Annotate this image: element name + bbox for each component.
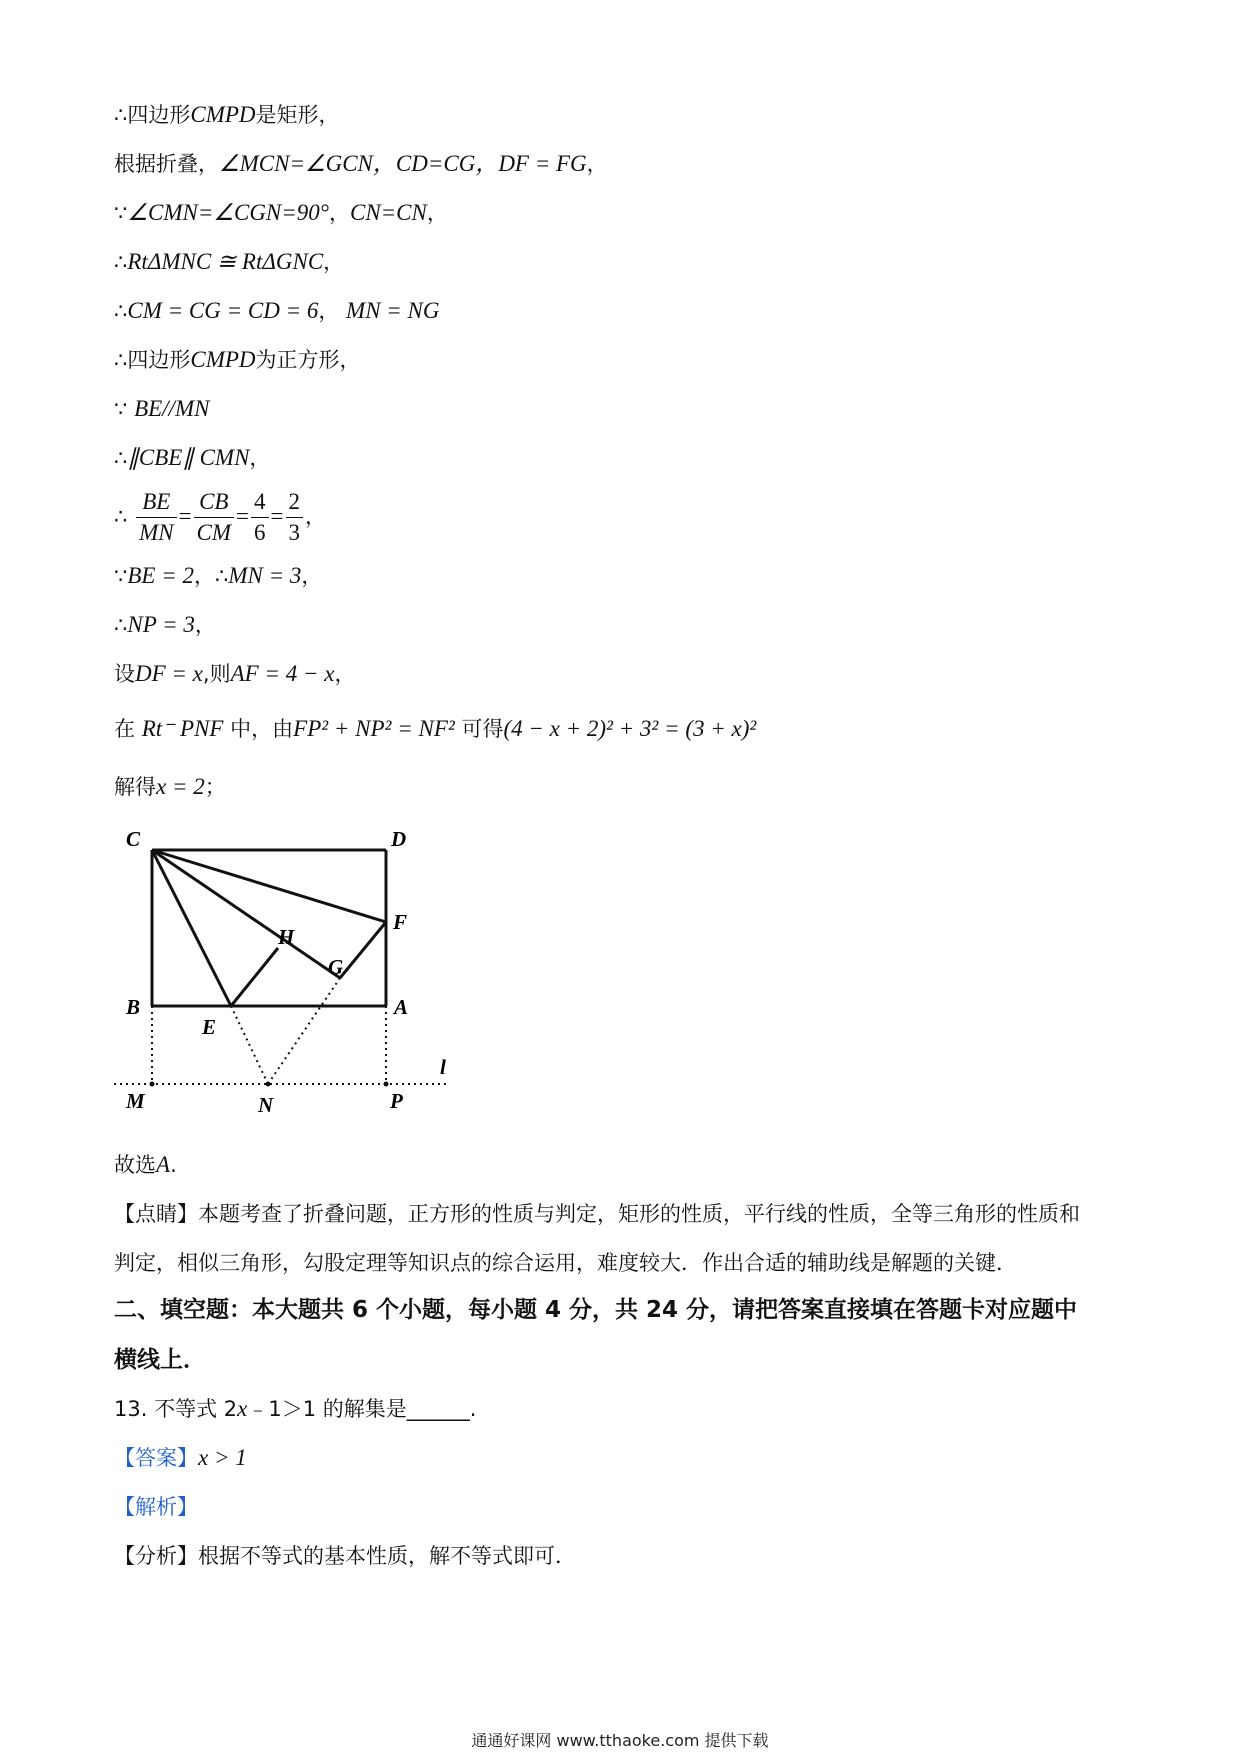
fraction-be-mn: $\frac{BE}{MN}$ bbox=[136, 487, 177, 548]
label-g: G bbox=[328, 955, 344, 979]
fraction-4-6: $\frac{4}{6}$ bbox=[251, 487, 269, 548]
fraction-2-3: $\frac{2}{3}$ bbox=[286, 487, 304, 548]
line-5: ∴CM = CG = CD = 6， MN = NG bbox=[114, 298, 440, 323]
segment-gf bbox=[340, 922, 386, 978]
segment-en bbox=[231, 1006, 268, 1084]
segment-eh bbox=[231, 948, 278, 1006]
label-p: P bbox=[390, 1089, 403, 1113]
label-h: H bbox=[278, 925, 295, 949]
answer-tag: 【答案】 bbox=[114, 1446, 198, 1470]
label-e: E bbox=[202, 1015, 217, 1039]
segment-cg bbox=[152, 850, 340, 978]
dianjing-line-2: 判定，相似三角形，勾股定理等知识点的综合运用，难度较大．作出合适的辅助线是解题的关键． bbox=[114, 1251, 1017, 1275]
point-m bbox=[150, 1082, 155, 1087]
label-l: l bbox=[440, 1055, 446, 1079]
line-12: 设DF = x,则AF = 4 − x， bbox=[114, 661, 356, 686]
line-3: ∵∠CMN=∠CGN=90°，CN=CN， bbox=[114, 200, 448, 225]
footer-watermark: 通通好课网 www.tthaoke.com 提供下载 bbox=[471, 1731, 769, 1750]
line-1: ∴四边形CMPD是矩形， bbox=[114, 102, 340, 127]
geometry-diagram bbox=[108, 820, 468, 1120]
label-a: A bbox=[394, 995, 409, 1019]
question-13: 13. 不等式 2x﹣1＞1 的解集是______. bbox=[114, 1396, 477, 1421]
line-13: 在 Rt⁻ PNF 中，由FP² + NP² = NF² 可得(4 − x + 2)² + 3² = (3 + x)² bbox=[114, 716, 757, 741]
segment-cf bbox=[152, 850, 386, 922]
label-c: C bbox=[126, 827, 141, 851]
segment-gn bbox=[268, 978, 340, 1084]
label-m: M bbox=[126, 1089, 145, 1113]
line-4: ∴RtΔMNC ≅ RtΔGNC， bbox=[114, 249, 345, 274]
line-8: ∴∥CBE∥ CMN， bbox=[114, 445, 271, 470]
point-n bbox=[266, 1082, 271, 1087]
line-15: 故选A. bbox=[114, 1152, 177, 1177]
line-9-fraction: ∴ $\frac{BE}{MN}$ = $\frac{CB}{CM}$ = $\frac{4}{6}$ = $\frac{2}{3}$ ， bbox=[114, 487, 326, 548]
point-p bbox=[384, 1082, 389, 1087]
line-10: ∵BE = 2，∴MN = 3， bbox=[114, 563, 323, 588]
line-7: ∵ BE//MN bbox=[114, 396, 210, 421]
label-d: D bbox=[391, 827, 407, 851]
section-heading-2: 横线上． bbox=[114, 1347, 206, 1373]
line-14: 解得x = 2； bbox=[114, 774, 226, 799]
segment-ce bbox=[152, 850, 231, 1006]
line-6: ∴四边形CMPD为正方形， bbox=[114, 347, 361, 372]
fenxi-line: 【分析】根据不等式的基本性质，解不等式即可． bbox=[114, 1544, 576, 1568]
dianjing-line-1: 【点睛】本题考查了折叠问题，正方形的性质与判定，矩形的性质，平行线的性质，全等三角形的性质和 bbox=[114, 1202, 1080, 1226]
line-11: ∴NP = 3， bbox=[114, 612, 216, 637]
fraction-cb-cm: $\frac{CB}{CM}$ bbox=[194, 487, 235, 548]
section-heading-1: 二、填空题：本大题共 6 个小题，每小题 4 分，共 24 分，请把答案直接填在答题卡对应题中 bbox=[114, 1297, 1078, 1323]
label-b: B bbox=[126, 995, 141, 1019]
jiexi-tag: 【解析】 bbox=[114, 1495, 198, 1519]
label-f: F bbox=[393, 910, 408, 934]
line-2: 根据折叠，∠MCN=∠GCN，CD=CG，DF = FG， bbox=[114, 151, 608, 176]
label-n: N bbox=[258, 1093, 274, 1117]
answer-line: 【答案】x > 1 bbox=[114, 1445, 247, 1470]
